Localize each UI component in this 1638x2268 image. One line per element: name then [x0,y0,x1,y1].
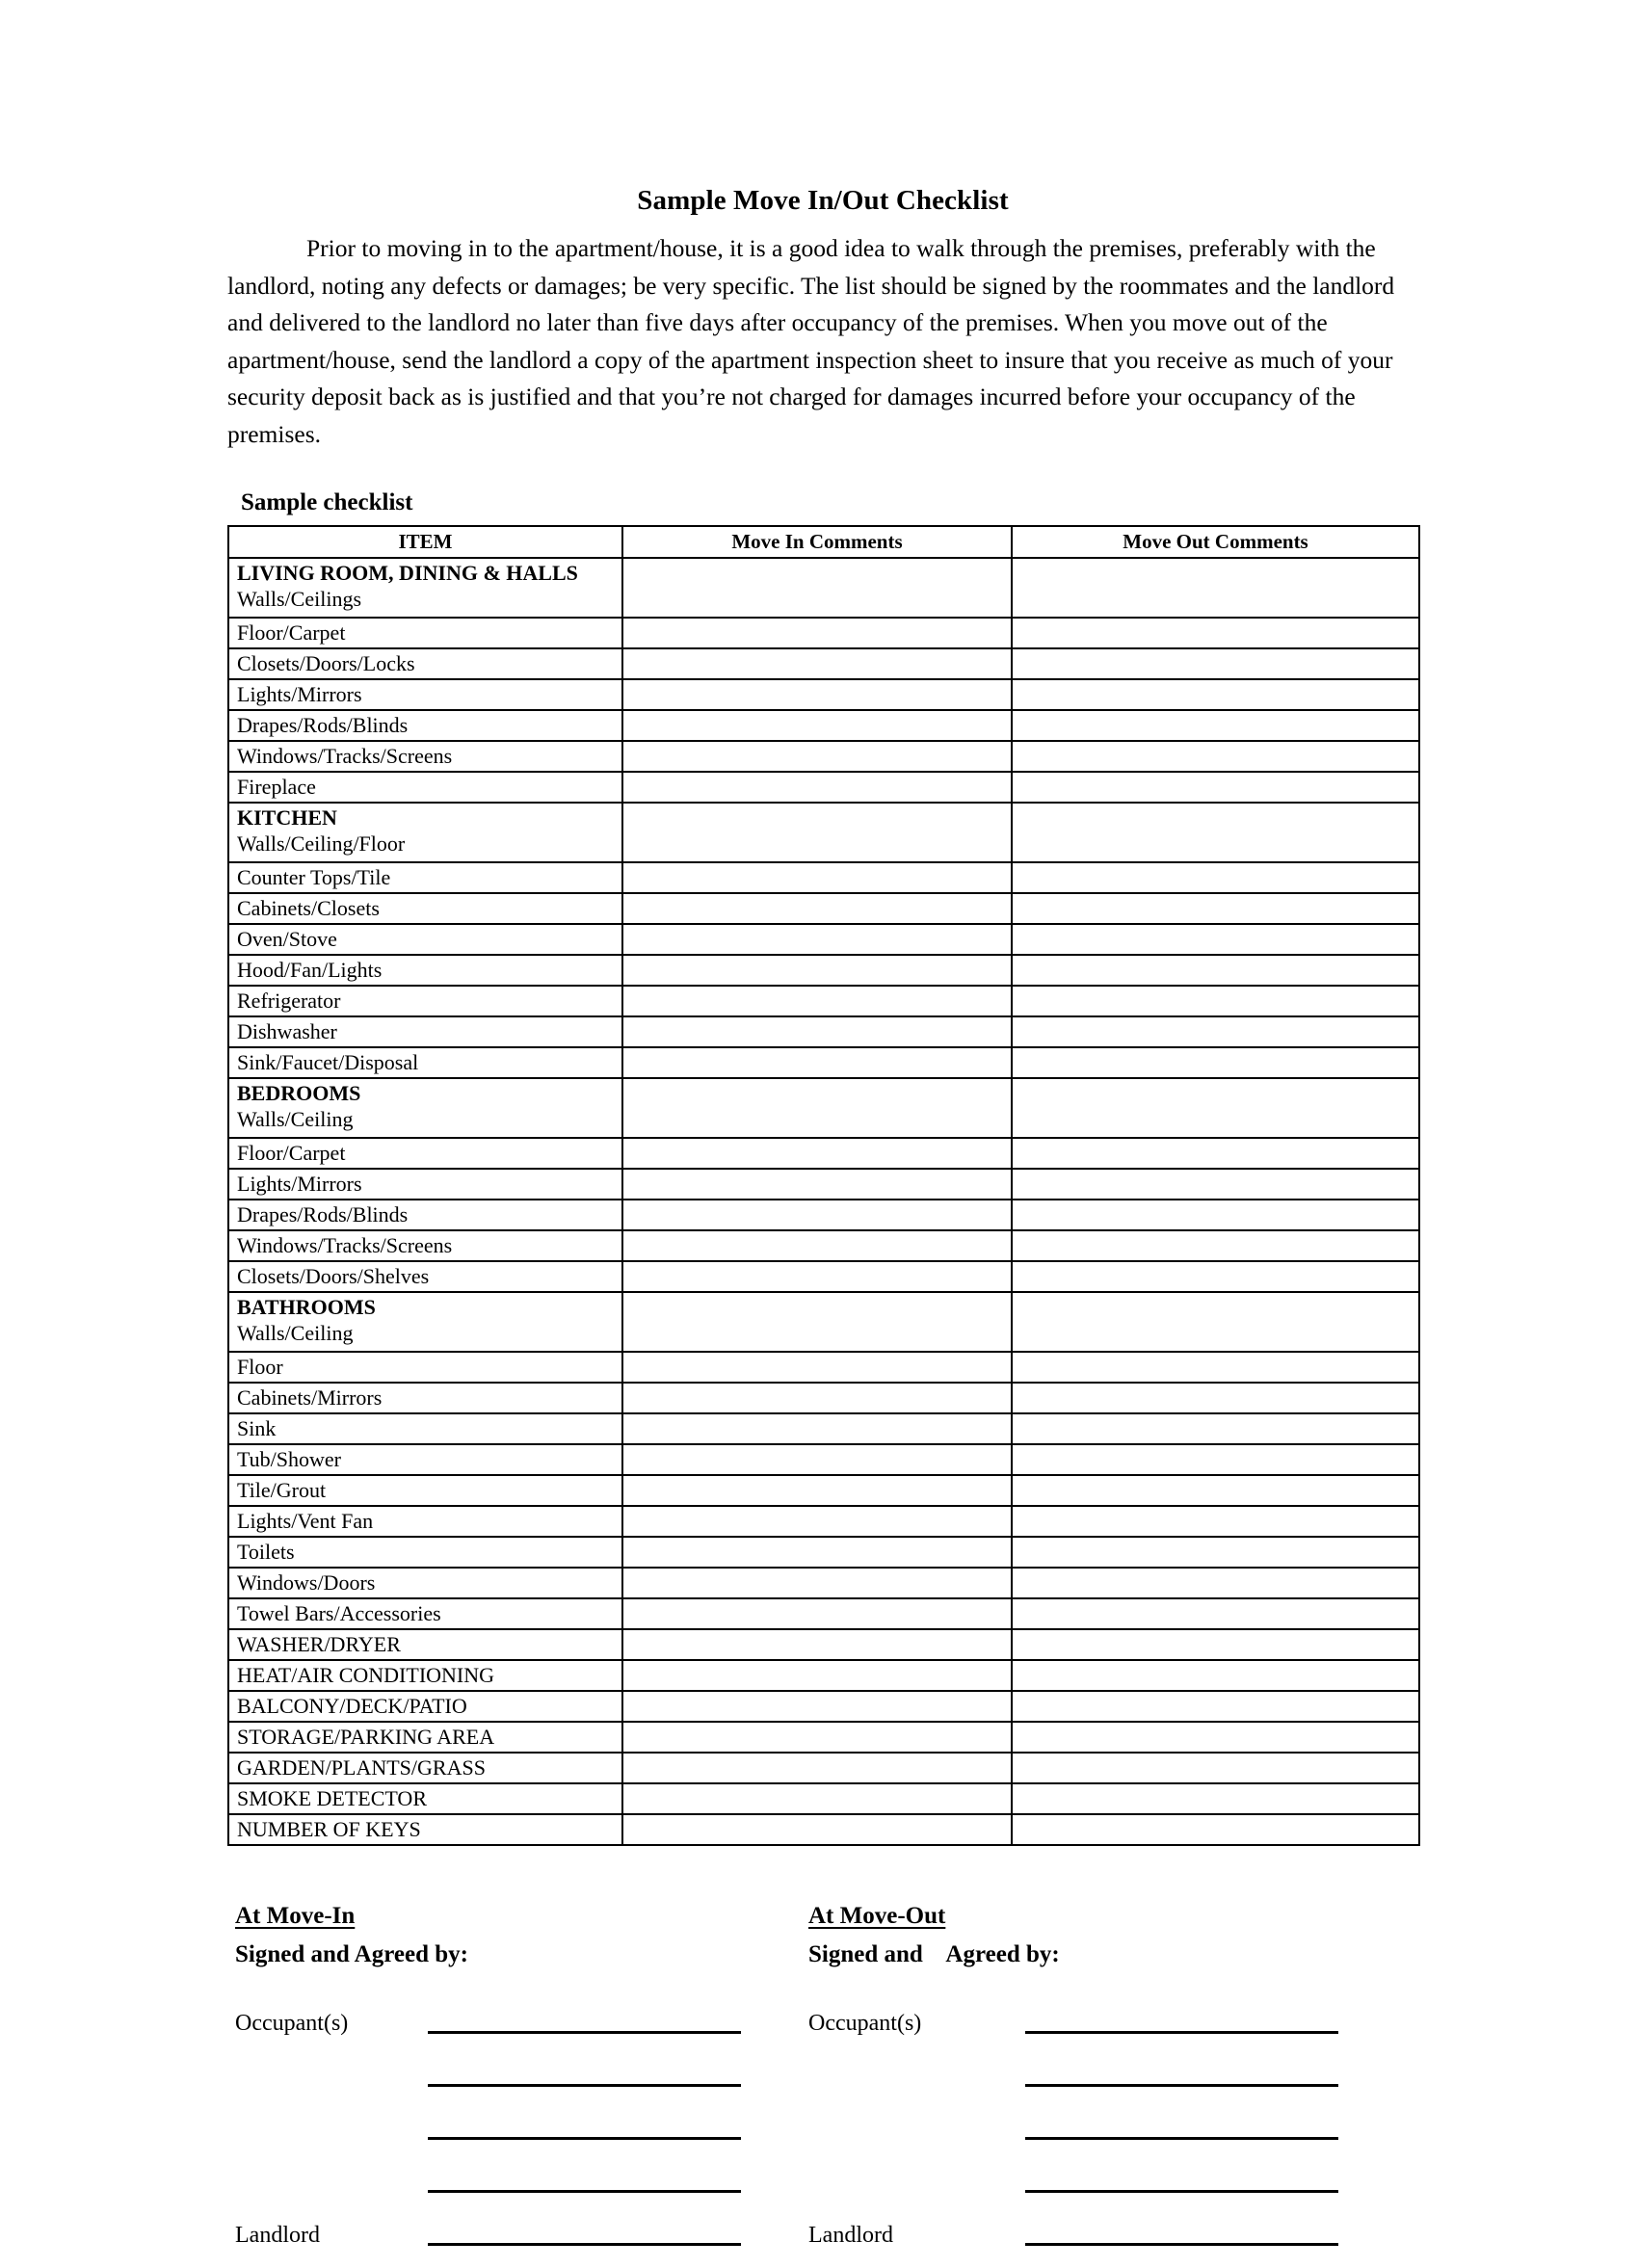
table-row [228,1016,1419,1047]
move-in-subheading: Signed and Agreed by: [235,1941,468,1967]
signature-label: Occupant(s) [808,2011,922,2036]
signature-line[interactable] [428,2084,741,2087]
move-in-comment-cell[interactable] [622,1352,1012,1383]
table-row [228,558,1419,618]
item-label: Lights/Vent Fan [237,1509,374,1533]
item-cell [228,1598,622,1629]
table-header [228,526,1419,558]
signature-row [235,2144,784,2197]
signature-row [235,2038,784,2091]
table-row [228,1383,1419,1413]
move-in-comment-cell[interactable] [622,1261,1012,1292]
item-cell [228,986,622,1016]
signature-row [808,2144,1377,2197]
item-label: Walls/Ceiling [237,1107,354,1131]
item-label: Toilets [237,1540,295,1564]
move-in-comment-cell[interactable] [622,1691,1012,1722]
table-row [228,1722,1419,1753]
table-row [228,1753,1419,1783]
item-label: Walls/Ceiling [237,1321,354,1345]
section-title: LIVING ROOM, DINING & HALLS [237,561,578,585]
move-out-comment-cell[interactable] [1012,1537,1419,1568]
move-out-comment-cell[interactable] [1012,1475,1419,1506]
move-out-comment-cell[interactable] [1012,648,1419,679]
item-label: Tile/Grout [237,1478,327,1502]
table-row [228,986,1419,1016]
checklist-heading: Sample checklist [241,489,413,515]
table-row [228,1568,1419,1598]
item-label: Cabinets/Mirrors [237,1385,383,1410]
item-label: Drapes/Rods/Blinds [237,713,409,737]
item-cell [228,1814,622,1845]
move-out-comment-cell[interactable] [1012,679,1419,710]
table-row [228,1691,1419,1722]
move-out-comment-cell[interactable] [1012,986,1419,1016]
move-in-comment-cell[interactable] [622,679,1012,710]
move-in-comment-cell[interactable] [622,648,1012,679]
column-header-move-out-comments: Move Out Comments [1012,526,1419,558]
move-in-comment-cell[interactable] [622,1598,1012,1629]
table-row [228,1783,1419,1814]
table-row [228,741,1419,772]
table-row [228,1598,1419,1629]
item-cell [228,1016,622,1047]
move-in-comment-cell[interactable] [622,862,1012,893]
move-in-comment-cell[interactable] [622,893,1012,924]
signature-column-move-out [808,1902,1377,2250]
move-in-comment-cell[interactable] [622,1660,1012,1691]
item-label: Windows/Tracks/Screens [237,744,453,768]
move-in-comment-cell[interactable] [622,1383,1012,1413]
move-out-comment-cell[interactable] [1012,1352,1419,1383]
move-in-signature-rows [235,1985,784,2250]
move-out-comment-cell[interactable] [1012,862,1419,893]
item-label: Sink/Faucet/Disposal [237,1050,419,1074]
item-label: WASHER/DRYER [237,1632,401,1656]
page-title: Sample Move In/Out Checklist [637,185,1009,216]
move-in-comment-cell[interactable] [622,710,1012,741]
section-header-cell [228,1292,622,1352]
document-content [227,0,1418,2268]
item-cell [228,1783,622,1814]
section-header-cell [228,1078,622,1138]
move-in-comment-cell[interactable] [622,955,1012,986]
item-label: Lights/Mirrors [237,682,362,706]
table-row [228,1200,1419,1230]
move-in-comment-cell[interactable] [622,1230,1012,1261]
item-label: Closets/Doors/Shelves [237,1264,430,1288]
move-in-comment-cell[interactable] [622,1814,1012,1845]
move-out-comment-cell[interactable] [1012,1016,1419,1047]
signature-row [808,2091,1377,2144]
item-cell [228,1230,622,1261]
signature-line[interactable] [1025,2084,1338,2087]
table-row [228,1078,1419,1138]
move-out-comment-cell[interactable] [1012,1506,1419,1537]
move-in-comment-cell[interactable] [622,1016,1012,1047]
table-row [228,1169,1419,1200]
table-row [228,1660,1419,1691]
signature-line[interactable] [1025,2190,1338,2193]
move-in-comment-cell[interactable] [622,558,1012,618]
signature-line[interactable] [428,2137,741,2140]
table-row [228,1814,1419,1845]
item-label: HEAT/AIR CONDITIONING [237,1663,495,1687]
table-row [228,1444,1419,1475]
move-in-comment-cell[interactable] [622,1047,1012,1078]
move-out-signature-rows [808,1985,1377,2250]
item-label: Oven/Stove [237,927,337,951]
item-cell [228,1352,622,1383]
move-out-comment-cell[interactable] [1012,924,1419,955]
item-label: Sink [237,1416,277,1440]
move-in-comment-cell[interactable] [622,1629,1012,1660]
move-out-comment-cell[interactable] [1012,1078,1419,1138]
move-out-comment-cell[interactable] [1012,1814,1419,1845]
item-label: SMOKE DETECTOR [237,1786,427,1810]
item-cell [228,1444,622,1475]
move-in-comment-cell[interactable] [622,1568,1012,1598]
item-cell [228,1722,622,1753]
move-in-comment-cell[interactable] [622,1138,1012,1169]
item-cell [228,1200,622,1230]
move-out-comment-cell[interactable] [1012,803,1419,862]
table-row [228,1629,1419,1660]
move-out-comment-cell[interactable] [1012,1691,1419,1722]
item-cell [228,1537,622,1568]
item-label: GARDEN/PLANTS/GRASS [237,1755,486,1780]
move-out-comment-cell[interactable] [1012,1047,1419,1078]
move-out-comment-cell[interactable] [1012,1383,1419,1413]
move-out-comment-cell[interactable] [1012,1568,1419,1598]
table-row [228,1230,1419,1261]
item-cell [228,1261,622,1292]
table-row [228,710,1419,741]
move-out-comment-cell[interactable] [1012,1169,1419,1200]
signature-row [235,2091,784,2144]
move-out-comment-cell[interactable] [1012,1230,1419,1261]
signature-label: Landlord [808,2223,893,2248]
item-label: STORAGE/PARKING AREA [237,1725,495,1749]
table-row [228,648,1419,679]
move-in-comment-cell[interactable] [622,1169,1012,1200]
move-out-comment-cell[interactable] [1012,1598,1419,1629]
move-out-comment-cell[interactable] [1012,772,1419,803]
table-row [228,955,1419,986]
item-cell [228,1660,622,1691]
move-in-comment-cell[interactable] [622,1753,1012,1783]
item-label: Fireplace [237,775,316,799]
table-row [228,1047,1419,1078]
item-cell [228,1047,622,1078]
section-header-cell [228,558,622,618]
signature-line[interactable] [428,2190,741,2193]
intro-paragraph: Prior to moving in to the apartment/house, it is a good idea to walk through the premises, preferably with the landlord, noting any defects or damages; be very specific. The list should be signed by the roommates and the landlord and delivered to the landlord no later than five days after occupancy of the premises. When you move out of the apartment/house, send the landlord a copy of the apartment inspection sheet to insure that you receive as much of your security deposit back as is justified and that you’re not charged for damages incurred before your occupancy of the premises. [227,234,1395,448]
signature-row [808,1985,1377,2038]
signature-row [235,2197,784,2250]
move-in-comment-cell[interactable] [622,986,1012,1016]
section-title: BEDROOMS [237,1081,361,1105]
move-in-comment-cell[interactable] [622,1078,1012,1138]
table-body [228,558,1419,1845]
item-cell [228,1169,622,1200]
item-label: Walls/Ceiling/Floor [237,831,406,856]
signature-row [808,2038,1377,2091]
table-row [228,1138,1419,1169]
table-row [228,1292,1419,1352]
table-row [228,1537,1419,1568]
move-out-comment-cell[interactable] [1012,1200,1419,1230]
item-cell [228,1475,622,1506]
table-row [228,679,1419,710]
move-out-subheading: Signed and Agreed by: [808,1941,1060,1967]
move-out-heading: At Move-Out [808,1903,946,1929]
signature-column-move-in [235,1902,784,2250]
move-out-comment-cell[interactable] [1012,1722,1419,1753]
signature-label: Landlord [235,2223,320,2248]
table-row [228,1475,1419,1506]
item-cell [228,1568,622,1598]
signature-line[interactable] [1025,2137,1338,2140]
move-in-comment-cell[interactable] [622,741,1012,772]
move-out-comment-cell[interactable] [1012,1292,1419,1352]
table-row [228,803,1419,862]
item-cell [228,679,622,710]
move-in-comment-cell[interactable] [622,1413,1012,1444]
item-label: Hood/Fan/Lights [237,958,383,982]
item-label: Counter Tops/Tile [237,865,391,889]
item-cell [228,741,622,772]
move-out-comment-cell[interactable] [1012,893,1419,924]
item-cell [228,1691,622,1722]
item-label: Floor/Carpet [237,1141,346,1165]
signature-line[interactable] [428,2031,741,2034]
item-cell [228,893,622,924]
table-row [228,893,1419,924]
item-cell [228,955,622,986]
move-in-comment-cell[interactable] [622,803,1012,862]
item-label: Windows/Doors [237,1570,376,1595]
move-in-comment-cell[interactable] [622,618,1012,648]
item-cell [228,1138,622,1169]
move-in-comment-cell[interactable] [622,1506,1012,1537]
item-label: Walls/Ceilings [237,587,362,611]
move-in-comment-cell[interactable] [622,1444,1012,1475]
move-out-comment-cell[interactable] [1012,1629,1419,1660]
signature-line[interactable] [1025,2243,1338,2246]
item-label: Floor [237,1355,283,1379]
item-cell [228,1383,622,1413]
table-row [228,1413,1419,1444]
item-label: Drapes/Rods/Blinds [237,1202,409,1226]
move-in-comment-cell[interactable] [622,1537,1012,1568]
item-cell [228,1629,622,1660]
table-row [228,1352,1419,1383]
item-label: Lights/Mirrors [237,1172,362,1196]
item-cell [228,710,622,741]
section-title: BATHROOMS [237,1295,376,1319]
section-title: KITCHEN [237,805,337,830]
item-cell [228,1753,622,1783]
signature-line[interactable] [1025,2031,1338,2034]
move-in-heading: At Move-In [235,1903,356,1929]
move-out-comment-cell[interactable] [1012,1138,1419,1169]
signature-row [808,2197,1377,2250]
move-out-comment-cell[interactable] [1012,558,1419,618]
move-out-comment-cell[interactable] [1012,1660,1419,1691]
table-row [228,924,1419,955]
item-cell [228,772,622,803]
item-label: Refrigerator [237,989,341,1013]
item-label: Tub/Shower [237,1447,341,1471]
item-cell [228,618,622,648]
signature-line[interactable] [428,2243,741,2246]
table-row [228,1506,1419,1537]
table-row [228,618,1419,648]
item-cell [228,1413,622,1444]
signature-row [235,1985,784,2038]
move-in-comment-cell[interactable] [622,1722,1012,1753]
item-label: Floor/Carpet [237,620,346,645]
item-label: Towel Bars/Accessories [237,1601,441,1625]
item-label: NUMBER OF KEYS [237,1817,421,1841]
item-label: Closets/Doors/Locks [237,651,415,675]
move-out-comment-cell[interactable] [1012,1753,1419,1783]
move-out-comment-cell[interactable] [1012,1413,1419,1444]
item-cell [228,1506,622,1537]
table-header-row [228,526,1419,558]
move-out-comment-cell[interactable] [1012,741,1419,772]
item-label: BALCONY/DECK/PATIO [237,1694,467,1718]
move-out-comment-cell[interactable] [1012,618,1419,648]
item-cell [228,648,622,679]
signature-label: Occupant(s) [235,2011,349,2036]
item-label: Cabinets/Closets [237,896,380,920]
item-label: Dishwasher [237,1019,337,1043]
table-row [228,772,1419,803]
checklist-table [227,525,1420,1846]
move-out-comment-cell[interactable] [1012,1261,1419,1292]
item-cell [228,862,622,893]
table-row [228,1261,1419,1292]
move-in-comment-cell[interactable] [622,924,1012,955]
move-in-comment-cell[interactable] [622,1783,1012,1814]
table-row [228,862,1419,893]
move-in-comment-cell[interactable] [622,1292,1012,1352]
move-out-comment-cell[interactable] [1012,955,1419,986]
section-header-cell [228,803,622,862]
move-out-comment-cell[interactable] [1012,1444,1419,1475]
move-in-comment-cell[interactable] [622,1200,1012,1230]
column-header-item: ITEM [228,526,622,558]
move-in-comment-cell[interactable] [622,772,1012,803]
signature-area [227,1902,1418,2268]
move-out-comment-cell[interactable] [1012,1783,1419,1814]
item-cell [228,924,622,955]
item-label: Windows/Tracks/Screens [237,1233,453,1257]
column-header-move-in-comments: Move In Comments [622,526,1012,558]
move-in-comment-cell[interactable] [622,1475,1012,1506]
move-out-comment-cell[interactable] [1012,710,1419,741]
